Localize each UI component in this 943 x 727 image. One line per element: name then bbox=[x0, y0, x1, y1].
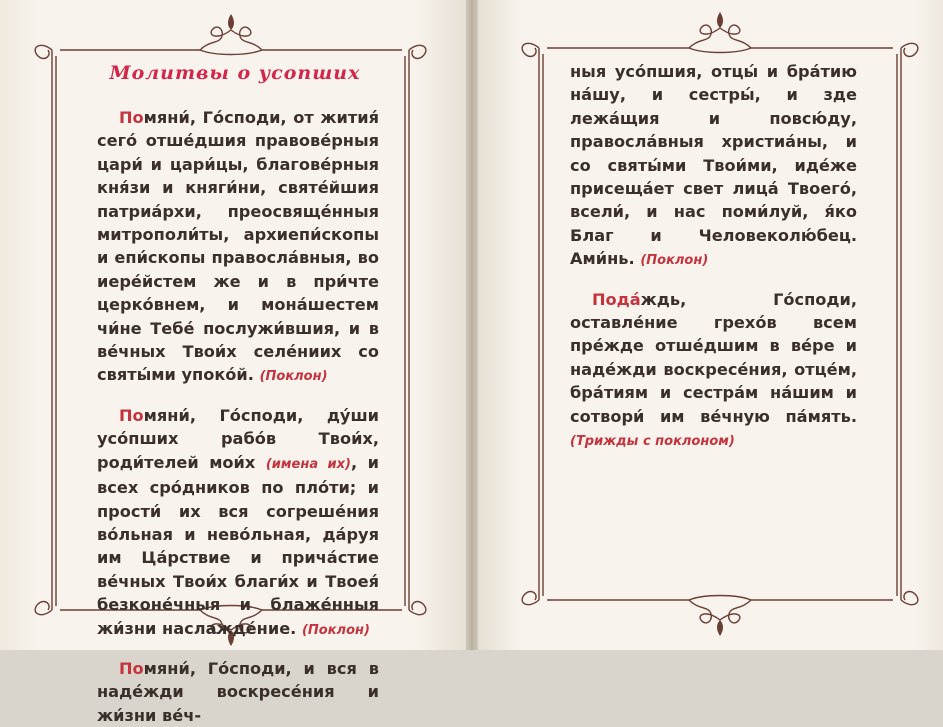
rubric-poklon: (Поклон) bbox=[640, 253, 709, 269]
prayer-text: , и всех сро́дников по пло́ти; и прости́ их вся согреше́ния во́льная и нево́льная, да́руя им Ца́рствие и прича́стие ве́чных Твои́х благи́х и Твоея́ безконе́чныя и блаже́нныя жи́зни наслажде́ние. bbox=[97, 452, 379, 638]
rubric-trizhdy: (Трижды с поклоном) bbox=[570, 434, 735, 450]
prayer-paragraph-continued bbox=[570, 60, 857, 273]
drop-initial: По bbox=[119, 405, 144, 425]
drop-initial: Пода bbox=[592, 289, 641, 309]
prayer-text: ́ждь, Го́споди, оставле́ние грехо́в всем пре́жде отше́дшим в ве́ре и наде́жди воскресе́ния, отце́м, бра́тиям и сестра́м на́шим и сотвори́ им ве́чную па́мять. bbox=[570, 289, 857, 426]
prayer-text: мяни́, Го́споди, ду́ши усо́пших рабо́в Твои́х, роди́телей мои́х bbox=[97, 405, 379, 472]
prayer-paragraph-podazhd bbox=[570, 288, 857, 454]
prayer-paragraph-1 bbox=[97, 106, 379, 389]
drop-initial: По bbox=[119, 108, 144, 127]
section-title: Молитвы о усопших bbox=[109, 62, 361, 84]
drop-initial: По bbox=[119, 658, 144, 678]
left-page-text bbox=[97, 106, 379, 727]
prayer-text: мяни́, Го́споди, от жития́ сего́ отше́дшия правове́рныя цари́ и цари́цы, благове́рныя кня́зи и княги́ни, святе́йшия патриа́рхи, преосвяще́нныя митрополи́ты, архиепи́скопы и епи́скопы правосла́вныя, во иере́йстем же и в при́чте церко́внем, и мона́шестем чи́не Тебе́ послужи́вшия, и в ве́чных Твои́х селе́ниих со святы́ми упоко́й. bbox=[97, 108, 379, 385]
rubric-poklon: (Поклон) bbox=[301, 622, 370, 638]
prayer-text: мяни́, Го́споди, и вся в наде́жди воскресе́ния и жи́зни ве́ч- bbox=[97, 658, 379, 725]
prayer-paragraph-3 bbox=[97, 657, 379, 727]
rubric-poklon: (Поклон) bbox=[259, 369, 328, 385]
right-page-text bbox=[570, 60, 857, 454]
prayer-paragraph-2 bbox=[97, 404, 379, 642]
rubric-names: (имена их) bbox=[265, 456, 351, 472]
prayer-text: ныя усо́пшия, отцы́ и бра́тию на́шу, и сестры́, и зде лежа́щия и повсю́ду, правосла́вныя христиа́ны, и со святы́ми Твои́ми, иде́же присеща́ет свет лица́ Твоего́, всели́, и нас поми́луй, я́ко Благ и Человеколю́бец. Ами́нь. bbox=[570, 62, 857, 269]
